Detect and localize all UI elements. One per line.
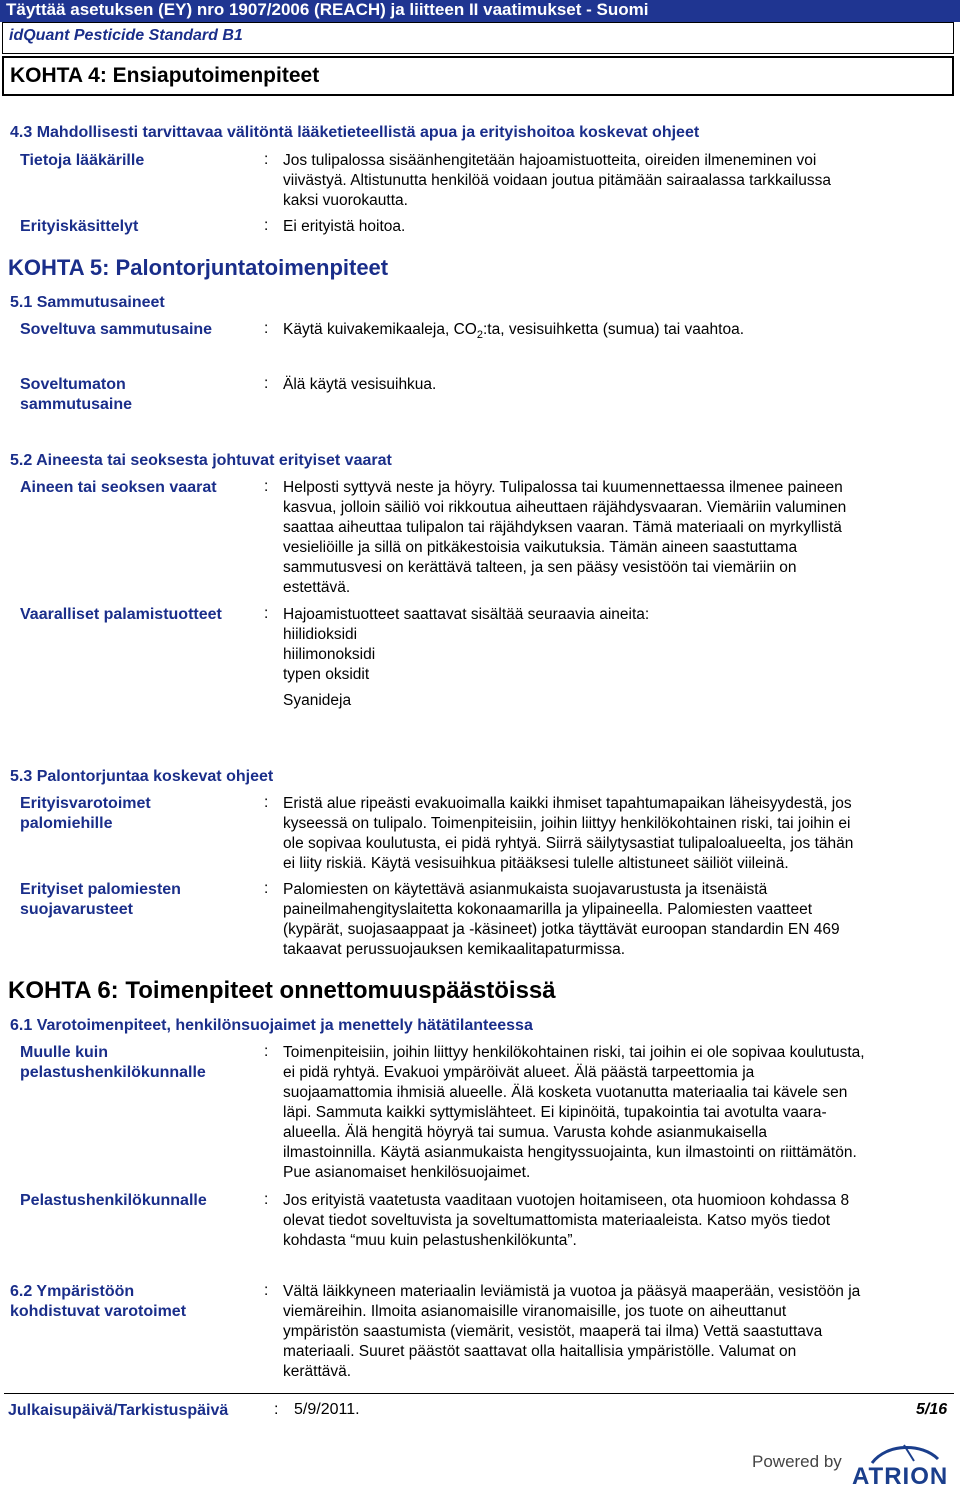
label-line: sammutusaine	[20, 396, 133, 413]
firefighter-ppe-label	[20, 880, 181, 920]
text-line: sammutusvesi on kerättävä talteen, ja sen pääsy vesistöön tai viemäriin on	[283, 559, 797, 576]
footer-colon: :	[274, 1401, 279, 1418]
text-line: alueella. Älä hengitä höyryä tai sumua. Varusta kohde asianmukaisella	[283, 1124, 767, 1141]
firefighter-precautions-label	[20, 794, 151, 834]
label-line: suojavarusteet	[20, 901, 133, 918]
non-emergency-label	[20, 1043, 206, 1083]
text-line: kohdasta “muu kuin pelastushenkilökunta”.	[283, 1232, 577, 1249]
text-line: Vältä läikkyneen materiaalin leviämistä ja vuotoa ja pääsyä maaperään, vesistöön ja	[283, 1283, 861, 1300]
label-line: Erityiset palomiesten	[20, 881, 181, 898]
label-line: Soveltumaton	[20, 376, 126, 393]
text-line: Palomiesten on käytettävä asianmukaista suojavarustusta ja itsenäistä	[283, 881, 768, 898]
text-line: Hajoamistuotteet saattavat sisältää seuraavia aineita:	[283, 606, 650, 623]
text-line: vesieliöille ja sillä on pitkäkestoisia vaikutuksia. Tämän aineen saastuttama	[283, 539, 798, 556]
text-line: takaavat perussuojauksen kemikaalitapaturmissa.	[283, 941, 626, 958]
colon: :	[264, 1191, 269, 1208]
text-line: kasvua, jolloin säiliö voi rikkoutua aiheuttaen räjähdysvaaran. Viemäriin valuminen	[283, 499, 847, 516]
emergency-responders-label: Pelastushenkilökunnalle	[20, 1192, 207, 1209]
section-6-title: KOHTA 6: Toimenpiteet onnettomuuspäästöissä	[8, 977, 556, 1004]
non-emergency-value	[283, 1043, 865, 1183]
text-line: materiaali. Suuret päästöt saattavat olla haitallisia ympäristölle. Valumat on	[283, 1343, 797, 1360]
colon: :	[264, 605, 269, 622]
subsection-5-2-title: 5.2 Aineesta tai seoksesta johtuvat erityiset vaarat	[10, 452, 392, 469]
unsuitable-media-value: Älä käytä vesisuihkua.	[283, 376, 437, 393]
combustion-products-value	[283, 605, 649, 685]
label-line: kohdistuvat varotoimet	[10, 1303, 187, 1320]
cyanides-value: Syanideja	[283, 692, 352, 709]
text-line: hiilimonoksidi	[283, 646, 376, 663]
footer-divider	[4, 1393, 954, 1394]
colon: :	[264, 217, 269, 234]
environmental-precautions-value	[283, 1282, 860, 1382]
footer-date-label: Julkaisupäivä/Tarkistuspäivä	[8, 1402, 229, 1419]
label-line: Erityisvarotoimet	[20, 795, 151, 812]
section-5-title: KOHTA 5: Palontorjuntatoimenpiteet	[8, 255, 389, 280]
subsection-5-3-title: 5.3 Palontorjuntaa koskevat ohjeet	[10, 768, 274, 785]
page-number: 5/16	[916, 1401, 948, 1418]
colon: :	[264, 478, 269, 495]
text-line: Jos erityistä vaatetusta vaaditaan vuotojen hoitamiseen, ota huomioon kohdassa 8	[283, 1192, 850, 1209]
text-line: paineilmahengityslaitetta kokonaamarilla ja ylipaineella. Palomiesten vaatteet	[283, 901, 813, 918]
text-line: ilmastoinnilla. Käytä asianmukaista hengityssuojainta, kun ilmastointi on riittämätön.	[283, 1144, 857, 1161]
subsection-6-1-title: 6.1 Varotoimenpiteet, henkilönsuojaimet ja menettely hätätilanteessa	[10, 1017, 533, 1034]
text-line: suojaamattomia ihmisiä alueelle. Älä kosketa vuotanutta materiaalia tai kävele sen	[283, 1084, 848, 1101]
colon: :	[264, 1282, 269, 1299]
regulation-banner: Täyttää asetuksen (EY) nro 1907/2006 (REACH) ja liitteen II vaatimukset - Suomi	[0, 0, 960, 22]
text-line: kaksi vuorokautta.	[283, 192, 408, 209]
hazards-label: Aineen tai seoksen vaarat	[20, 479, 217, 496]
hazards-value	[283, 478, 846, 598]
colon: :	[264, 1043, 269, 1060]
text-part: Käytä kuivakemikaaleja, CO	[283, 321, 477, 338]
text-line: kyseessä on tulipalo. Toimenpiteisiin, joihin liittyy henkilökohtainen riski, tai joihin ei	[283, 815, 851, 832]
text-line: Helposti syttyvä neste ja höyry. Tulipalossa tai kuumennettaessa ilmenee paineen	[283, 479, 843, 496]
environmental-precautions-label	[10, 1282, 186, 1322]
label-line: 6.2 Ympäristöön	[10, 1283, 135, 1300]
text-line: Jos tulipalossa sisäänhengitetään hajoamistuotteita, oireiden ilmeneminen voi	[283, 152, 817, 169]
section-4-title: KOHTA 4: Ensiaputoimenpiteet	[2, 56, 954, 96]
special-treatment-label: Erityiskäsittelyt	[20, 218, 139, 235]
text-line: kerättävä.	[283, 1363, 352, 1380]
subsection-4-3-title: 4.3 Mahdollisesti tarvittavaa välitöntä lääketieteellistä apua ja erityishoitoa koskevat ohjeet	[10, 124, 700, 141]
doctor-info-value	[283, 151, 831, 211]
text-line: ole sopivaa koulutusta, ei pidä ryhtyä. Siirrä säilytysastiat tulipaloalueelta, jos tähän	[283, 835, 854, 852]
suitable-media-label: Soveltuva sammutusaine	[20, 321, 213, 338]
text-line: ympäristön saastumista (viemärit, vesistöt, maaperä tai ilma) Vettä saastuttava	[283, 1323, 823, 1340]
firefighter-ppe-value	[283, 880, 840, 960]
emergency-responders-value	[283, 1191, 849, 1251]
special-treatment-value: Ei erityistä hoitoa.	[283, 218, 406, 235]
atrion-logo	[852, 1441, 952, 1491]
text-line: Pue asianomaiset henkilösuojaimet.	[283, 1164, 531, 1181]
powered-by-text: Powered by	[752, 1452, 842, 1471]
text-part: :ta, vesisuihketta (sumua) tai vaahtoa.	[482, 321, 745, 338]
firefighter-precautions-value	[283, 794, 853, 874]
label-line: palomiehille	[20, 815, 113, 832]
text-line: ei liity riskiä. Käytä vesisuihkua pitääksesi tulelle altistuneet säiliöt viileinä.	[283, 855, 789, 872]
text-line: Toimenpiteisiin, joihin liittyy henkilökohtainen riski, tai joihin ei ole sopivaa koulutusta,	[283, 1044, 865, 1061]
text-line: viivästyä. Altistunutta henkilöä voidaan joutua pitämään sairaalassa tarkkailussa	[283, 172, 831, 189]
doctor-info-label: Tietoja lääkärille	[20, 152, 145, 169]
suitable-media-value	[283, 320, 744, 345]
label-line: pelastushenkilökunnalle	[20, 1064, 206, 1081]
unsuitable-media-label	[20, 375, 132, 415]
subsection-5-1-title: 5.1 Sammutusaineet	[10, 294, 165, 311]
text-line: (kypärät, suojasaappaat ja -käsineet) jotka täyttävät euroopan standardin EN 469	[283, 921, 840, 938]
combustion-products-label: Vaaralliset palamistuotteet	[20, 606, 222, 623]
text-line: olevat tiedot soveltuvista ja soveltumattomista materiaaleista. Katso myös tiedot	[283, 1212, 831, 1229]
atrion-brand-text: ATRION	[852, 1463, 949, 1490]
text-line: viemäreihin. Ilmoita asianomaisille viranomaisille, jos tuote on aiheuttanut	[283, 1303, 787, 1320]
product-name: idQuant Pesticide Standard B1	[2, 22, 954, 54]
text-line: hiilidioksidi	[283, 626, 358, 643]
text-line: ei pidä ryhtyä. Evakuoi ympäröivät alueet. Älä päästä tarpeettomia ja	[283, 1064, 755, 1081]
colon: :	[264, 375, 269, 392]
subscript: 2	[476, 329, 483, 342]
colon: :	[264, 320, 269, 337]
label-line: Muulle kuin	[20, 1044, 108, 1061]
colon: :	[264, 151, 269, 168]
colon: :	[264, 794, 269, 811]
text-line: estettävä.	[283, 579, 351, 596]
text-line: läpi. Sammuta kaikki syttymislähteet. Ei kipinöitä, tupakointia tai avotulta vaara-	[283, 1104, 827, 1121]
text-line: typen oksidit	[283, 666, 370, 683]
text-line: saattaa aiheuttaa tulipalon tai räjähdyksen vaaran. Tämä materiaali on myrkyllistä	[283, 519, 842, 536]
colon: :	[264, 880, 269, 897]
footer-date-value: 5/9/2011.	[294, 1401, 360, 1418]
text-line: Eristä alue ripeästi evakuoimalla kaikki ihmiset tapahtumapaikan läheisyydestä, jos	[283, 795, 852, 812]
